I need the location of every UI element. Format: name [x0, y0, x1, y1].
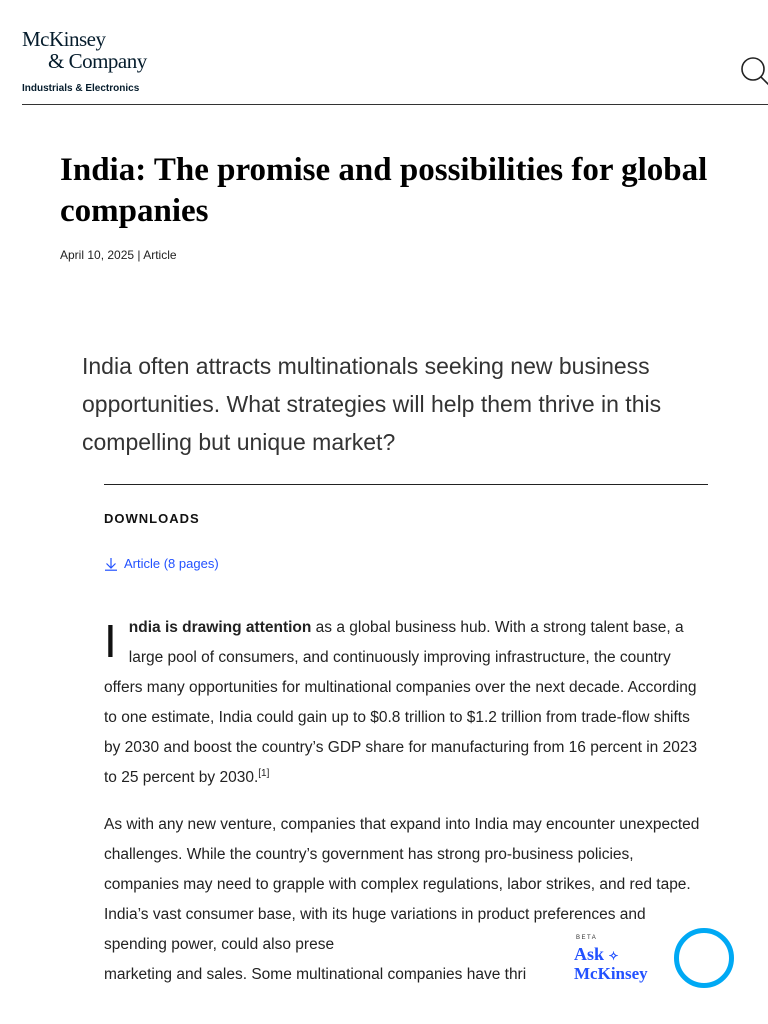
article-meta [60, 248, 177, 262]
lead-in-text: ndia is drawing attention [128, 619, 312, 636]
article-type: Article [143, 248, 177, 262]
downloads-divider [104, 484, 708, 485]
ask-mckinsey-widget[interactable] [568, 928, 768, 1024]
ask-label [574, 944, 619, 966]
article-title: India: The promise and possibilities for global companies [60, 152, 708, 229]
search-icon[interactable] [738, 55, 768, 89]
site-header [0, 0, 768, 106]
downloads-heading: DOWNLOADS [104, 511, 200, 526]
paragraph-2-text: As with any new venture, companies that expand into India may encounter unexpected challenges. While the country’s government has strong pro-business policies, companies may need to grapple with complex regulations, labor strikes, and red tape. India’s vast consumer base, with its huge variations in product preferences and spending power, could also prese [104, 816, 700, 953]
beta-label: BETA [576, 935, 598, 941]
article-date: April 10, 2025 [60, 248, 135, 262]
ask-mckinsey-label: McKinsey [574, 964, 648, 983]
download-article-link[interactable] [104, 556, 219, 571]
drop-cap: I [104, 615, 117, 667]
section-link[interactable]: Industrials & Electronics [22, 83, 140, 94]
paragraph-1-text: as a global business hub. With a strong talent base, a large pool of consumers, and continuously improving infrastructure, the country offers many opportunities for multinational companies over the next decade. According to one estimate, India could gain up to $0.8 trillion to $1.2 trillion from trade-flow shifts by 2030 and boost the country’s GDP share for manufacturing from 16 percent in 2023 to 25 percent by 2030. [104, 619, 698, 786]
body-paragraph-1 [104, 613, 708, 793]
article-lede: India often attracts multinationals seeking new business opportunities. What strategies will help them thrive in this compelling but unique market? [82, 353, 662, 455]
mckinsey-logo[interactable] [22, 28, 147, 72]
ask-text: Ask [574, 944, 605, 964]
meta-separator: | [134, 248, 144, 262]
logo-line-2: & Company [48, 49, 147, 73]
footnote-1-link[interactable]: [1] [258, 767, 270, 779]
header-divider [22, 104, 768, 105]
paragraph-2-text-end: marketing and sales. Some multinational companies have thri [104, 966, 527, 983]
download-link-label: Article (8 pages) [124, 556, 219, 571]
logo-line-1: McKinsey [22, 27, 106, 51]
sparkle-icon: ✧ [608, 949, 619, 963]
ask-chat-button[interactable] [674, 928, 734, 988]
download-arrow-icon [104, 557, 118, 571]
